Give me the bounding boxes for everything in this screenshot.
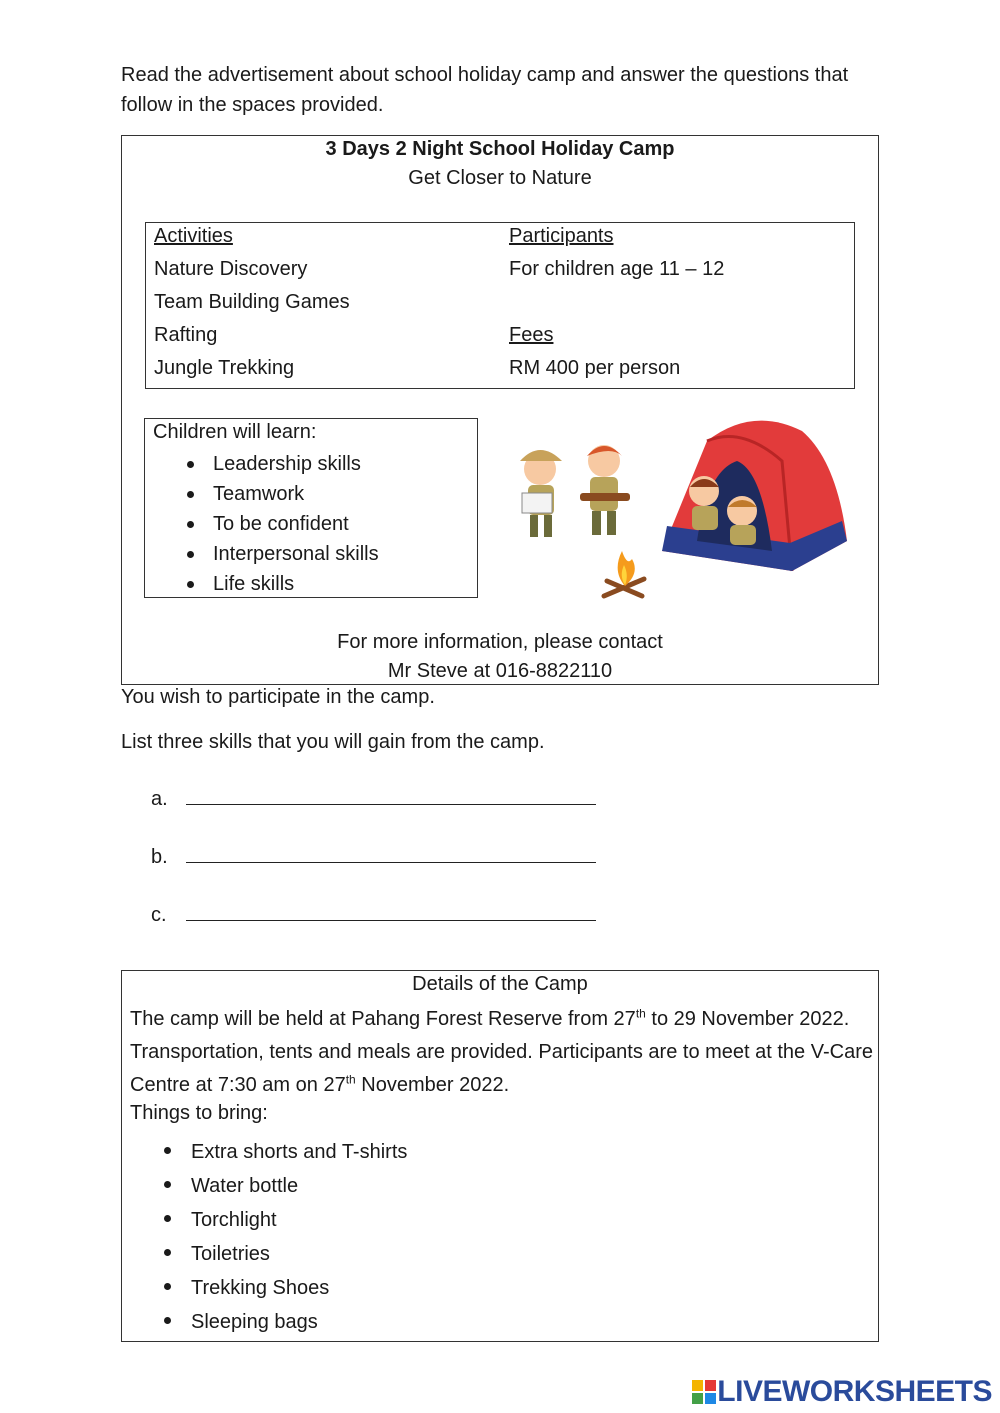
activity-item: Jungle Trekking bbox=[154, 357, 295, 379]
learn-item: Interpersonal skills bbox=[183, 539, 379, 569]
answer-row-a bbox=[151, 788, 611, 811]
ad-title: 3 Days 2 Night School Holiday Camp bbox=[325, 138, 675, 160]
details-box bbox=[121, 970, 879, 1342]
answer-label: b. bbox=[151, 846, 168, 868]
answer-blank-c[interactable] bbox=[186, 904, 596, 921]
ad-info-table bbox=[145, 222, 855, 389]
advertisement-box bbox=[121, 135, 879, 685]
ordinal-suffix: th bbox=[635, 1006, 646, 1021]
bring-item: Water bottle bbox=[160, 1169, 407, 1203]
activity-item: Team Building Games bbox=[154, 291, 350, 313]
camping-kids-illustration bbox=[492, 401, 862, 616]
contact-line-1: For more information, please contact bbox=[337, 631, 663, 653]
answer-row-b bbox=[151, 846, 611, 869]
learn-item: Life skills bbox=[183, 569, 379, 599]
bring-item: Trekking Shoes bbox=[160, 1271, 407, 1305]
details-text: November 2022. bbox=[355, 1074, 510, 1096]
learn-item: Teamwork bbox=[183, 479, 379, 509]
fees-value: RM 400 per person bbox=[509, 357, 681, 379]
activities-header: Activities bbox=[154, 225, 233, 247]
bring-item: Toiletries bbox=[160, 1237, 407, 1271]
details-text: The camp will be held at Pahang Forest Reserve from 27 bbox=[130, 1008, 636, 1030]
question-prompt: List three skills that you will gain from the camp. bbox=[121, 731, 545, 753]
instructions: Read the advertisement about school holiday camp and answer the questions that follow in the spaces provided. bbox=[121, 64, 849, 116]
details-paragraph bbox=[130, 1003, 875, 1102]
learn-item: To be confident bbox=[183, 509, 379, 539]
bring-item: Sleeping bags bbox=[160, 1305, 407, 1339]
learn-header: Children will learn: bbox=[153, 421, 317, 443]
activity-item: Nature Discovery bbox=[154, 258, 308, 280]
learn-item: Leadership skills bbox=[183, 449, 379, 479]
kid-with-logs bbox=[580, 445, 630, 535]
answer-blank-a[interactable] bbox=[186, 788, 596, 805]
contact-info bbox=[122, 628, 878, 686]
participants-value: For children age 11 – 12 bbox=[509, 258, 725, 280]
answer-row-c bbox=[151, 904, 611, 927]
details-text: to 29 November 2022. Transportation, tents and meals are provided. Participants are to meet at the V-Care Centre at 7:30 am on 27 bbox=[130, 1008, 873, 1096]
logo-icon bbox=[691, 1379, 717, 1405]
activity-item: Rafting bbox=[154, 324, 218, 346]
answer-blank-b[interactable] bbox=[186, 846, 596, 863]
bring-item: Extra shorts and T-shirts bbox=[160, 1135, 407, 1169]
ordinal-suffix: th bbox=[345, 1072, 356, 1087]
bring-list bbox=[160, 1135, 407, 1339]
answer-label: c. bbox=[151, 904, 167, 926]
bring-item: Torchlight bbox=[160, 1203, 407, 1237]
contact-line-2: Mr Steve at 016-8822110 bbox=[387, 660, 613, 682]
learn-box bbox=[144, 418, 478, 598]
logo-text: LIVEWORKSHEETS bbox=[717, 1375, 992, 1408]
liveworksheets-logo[interactable] bbox=[691, 1374, 992, 1410]
learn-list bbox=[183, 449, 379, 599]
fees-header: Fees bbox=[509, 324, 554, 346]
kid-with-map bbox=[520, 450, 562, 537]
answer-label: a. bbox=[151, 788, 168, 810]
participants-header: Participants bbox=[509, 225, 614, 247]
campfire-icon bbox=[604, 551, 644, 596]
details-title: Details of the Camp bbox=[412, 973, 588, 995]
ad-subtitle: Get Closer to Nature bbox=[408, 167, 592, 189]
question-context: You wish to participate in the camp. bbox=[121, 686, 435, 708]
bring-header: Things to bring: bbox=[130, 1102, 268, 1124]
